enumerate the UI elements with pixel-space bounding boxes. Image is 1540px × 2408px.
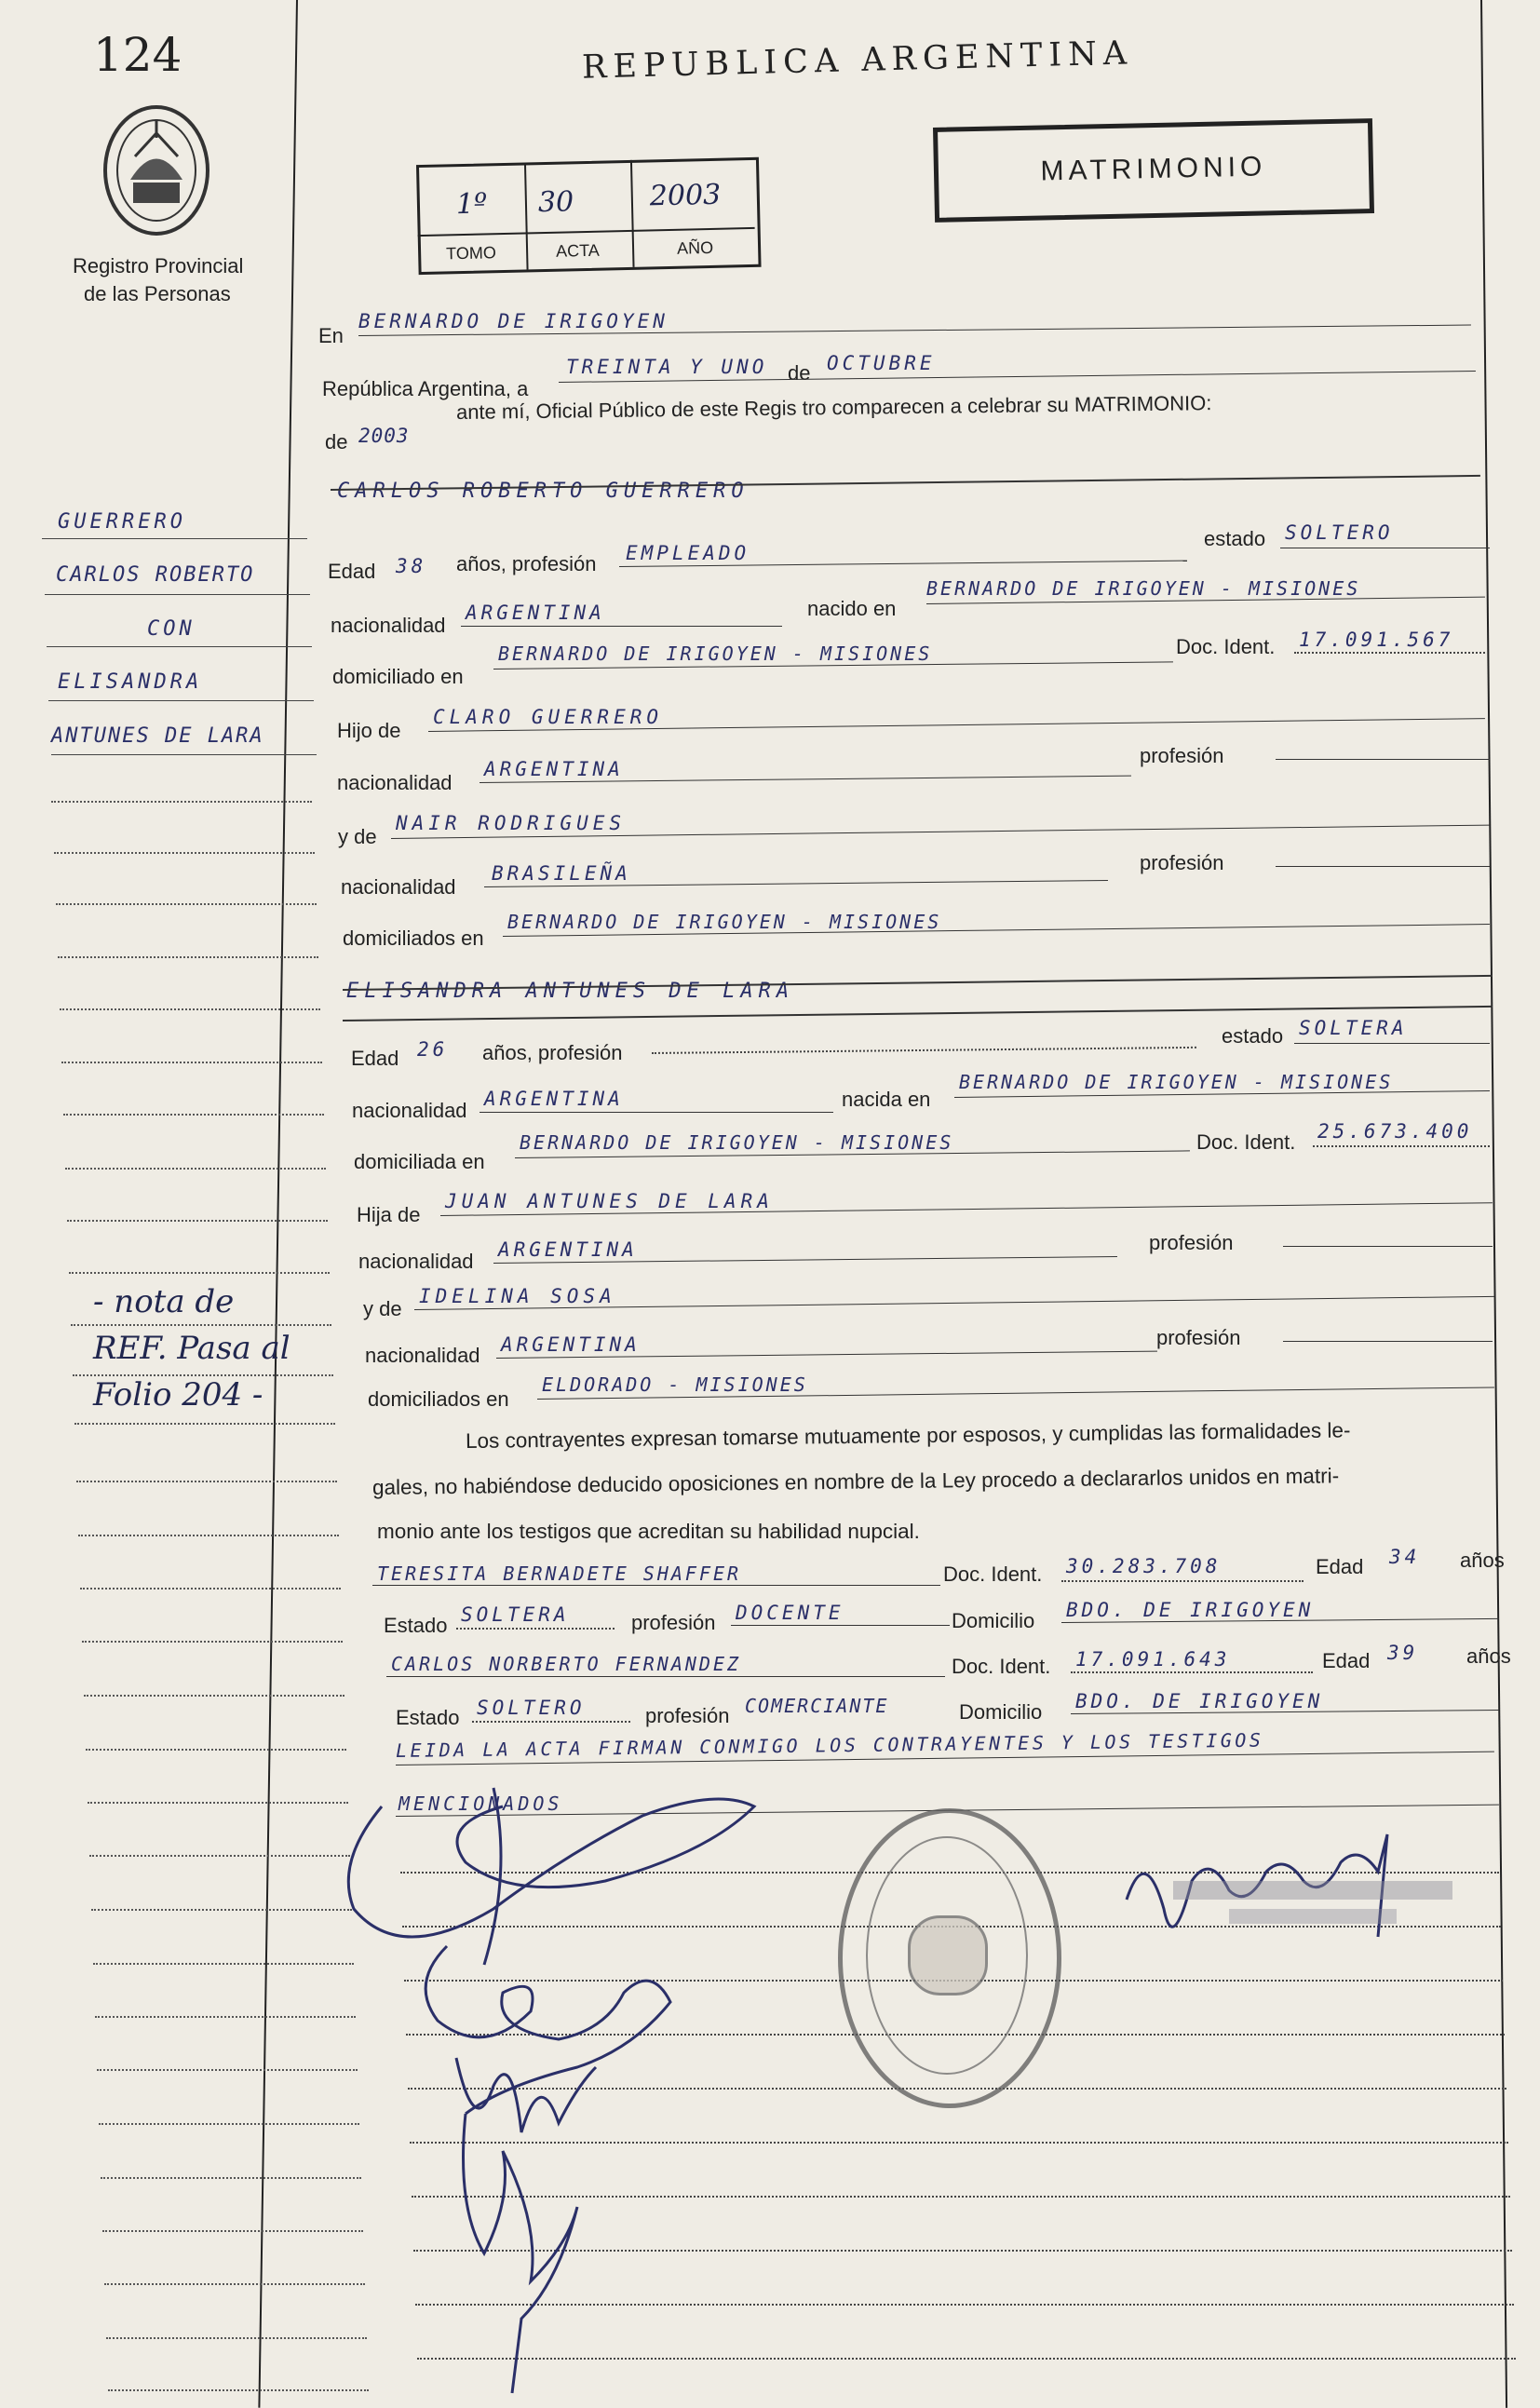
bride-yde-label: y de	[363, 1297, 402, 1320]
record-type-box	[933, 118, 1374, 223]
acta-label: ACTA	[555, 240, 601, 261]
bride-anos-profesion-label: años, profesión	[482, 1041, 623, 1064]
bride-nationality: ARGENTINA	[484, 1088, 624, 1110]
witness1-name: TERESITA BERNADETE SHAFFER	[377, 1562, 742, 1585]
province-seal-icon	[98, 101, 215, 240]
record-type-label: MATRIMONIO	[1040, 151, 1267, 187]
margin-note-line2: REF. Pasa al	[93, 1330, 290, 1367]
official-stamp	[838, 1808, 1061, 2108]
bride-father: JUAN ANTUNES DE LARA	[445, 1190, 774, 1212]
statement-line1: Los contrayentes expresan tomarse mutuamente por esposos, y cumplidas las formalidades le-	[465, 1418, 1351, 1453]
witness1-profession: DOCENTE	[736, 1602, 844, 1624]
bride-parents-dom-label: domiciliados en	[368, 1387, 509, 1411]
groom-mother-nat: BRASILEÑA	[492, 862, 631, 885]
groom-estado: SOLTERO	[1285, 521, 1394, 544]
margin-con: CON	[147, 617, 196, 641]
groom-birthplace: BERNARDO DE IRIGOYEN - MISIONES	[926, 577, 1361, 600]
margin-note-line1: - nota de	[93, 1283, 235, 1320]
witness2-domicile: BDO. DE IRIGOYEN	[1075, 1690, 1324, 1712]
witness2-anos-label: años	[1466, 1644, 1511, 1668]
witness2-profession: COMERCIANTE	[745, 1695, 889, 1717]
witness2-edad-label: Edad	[1322, 1649, 1371, 1672]
witness1-doc-label: Doc. Ident.	[943, 1562, 1043, 1586]
acta-value: 30	[537, 185, 574, 220]
registry-box	[416, 141, 756, 269]
bride-mother-prof-label: profesión	[1156, 1326, 1241, 1349]
groom-father-prof-label: profesión	[1140, 744, 1224, 767]
statement-line3: monio ante los testigos que acreditan su habilidad nupcial.	[377, 1520, 920, 1543]
groom-domicile-label: domiciliado en	[332, 665, 464, 688]
bride-birthplace: BERNARDO DE IRIGOYEN - MISIONES	[959, 1071, 1394, 1093]
witness1-prof-label: profesión	[631, 1611, 716, 1634]
bride-father-prof-label: profesión	[1149, 1231, 1234, 1254]
bride-domicile-label: domiciliada en	[354, 1150, 485, 1173]
groom-doc: 17.091.567	[1299, 629, 1454, 651]
witness1-age: 34	[1389, 1546, 1421, 1568]
witness1-estado: SOLTERA	[461, 1603, 570, 1626]
witness2-doc-label: Doc. Ident.	[952, 1655, 1051, 1678]
groom-nationality: ARGENTINA	[466, 602, 605, 624]
witness2-name: CARLOS NORBERTO FERNANDEZ	[391, 1653, 742, 1675]
bride-estado-label: estado	[1222, 1024, 1284, 1048]
de-label-1: de	[788, 361, 811, 385]
groom-mother: NAIR RODRIGUES	[396, 812, 627, 834]
witness1-dom-label: Domicilio	[952, 1609, 1035, 1632]
witness2-age: 39	[1387, 1642, 1419, 1664]
bride-nationality-label: nacionalidad	[352, 1099, 467, 1122]
margin-bride-first: ELISANDRA	[58, 670, 203, 694]
groom-father-nat-label: nacionalidad	[337, 771, 453, 794]
witness1-domicile: BDO. DE IRIGOYEN	[1066, 1599, 1315, 1621]
office-name-line2: de las Personas	[84, 282, 231, 305]
statement-line2: gales, no habiéndose deducido oposiciones en nombre de la Ley procedo a declararlos unidos en matri-	[371, 1464, 1340, 1499]
margin-rule	[258, 0, 298, 2408]
groom-doc-label: Doc. Ident.	[1176, 635, 1276, 658]
appearance-statement: ante mí, Oficial Público de este Regis tro comparecen a celebrar su MATRIMONIO:	[455, 391, 1212, 424]
groom-mother-prof-label: profesión	[1140, 851, 1224, 874]
groom-domicile: BERNARDO DE IRIGOYEN - MISIONES	[498, 643, 933, 665]
groom-yde-label: y de	[338, 825, 377, 848]
groom-father: CLARO GUERRERO	[433, 706, 664, 728]
bride-nacida-label: nacida en	[842, 1088, 931, 1111]
groom-nationality-label: nacionalidad	[331, 614, 446, 637]
bride-mother-nat: ARGENTINA	[501, 1333, 641, 1356]
tomo-label: TOMO	[445, 243, 497, 264]
bride-parents-dom: ELDORADO - MISIONES	[542, 1373, 808, 1396]
signature-officer	[1108, 1825, 1480, 1974]
witness2-doc: 17.091.643	[1075, 1648, 1231, 1671]
witness2-dom-label: Domicilio	[959, 1700, 1043, 1724]
bride-estado: SOLTERA	[1299, 1017, 1408, 1039]
en-label: En	[318, 324, 344, 347]
bride-doc-label: Doc. Ident.	[1196, 1130, 1296, 1154]
witness1-doc: 30.283.708	[1066, 1555, 1222, 1577]
signature-witness2	[428, 2095, 615, 2402]
bride-hija-label: Hija de	[357, 1203, 421, 1226]
groom-mother-nat-label: nacionalidad	[341, 875, 456, 899]
bride-mother: IDELINA SOSA	[419, 1285, 616, 1307]
witness2-prof-label: profesión	[645, 1704, 730, 1727]
office-name-line1: Registro Provincial	[73, 254, 244, 277]
bride-age: 26	[417, 1038, 449, 1061]
place: BERNARDO DE IRIGOYEN	[358, 310, 669, 332]
margin-given-names: CARLOS ROBERTO	[56, 563, 255, 587]
closing-line1: LEIDA LA ACTA FIRMAN CONMIGO LOS CONTRAYENTES Y LOS TESTIGOS	[395, 1728, 1264, 1762]
groom-name: CARLOS ROBERTO GUERRERO	[337, 480, 750, 503]
witness2-estado-label: Estado	[396, 1706, 460, 1729]
groom-profession: EMPLEADO	[626, 542, 750, 564]
witness1-estado-label: Estado	[384, 1614, 448, 1637]
right-border-rule	[1480, 0, 1507, 2408]
margin-surname: GUERRERO	[58, 510, 186, 534]
ano-label: AÑO	[676, 237, 714, 258]
groom-parents-dom-label: domiciliados en	[343, 927, 484, 950]
bride-father-nat: ARGENTINA	[498, 1238, 638, 1261]
witness1-edad-label: Edad	[1316, 1555, 1364, 1578]
bride-doc: 25.673.400	[1317, 1120, 1473, 1143]
bride-domicile: BERNARDO DE IRIGOYEN - MISIONES	[520, 1131, 954, 1154]
country-title: REPUBLICA ARGENTINA	[581, 34, 1134, 87]
tomo-value: 1º	[455, 187, 488, 222]
groom-parents-dom: BERNARDO DE IRIGOYEN - MISIONES	[507, 911, 942, 933]
ano-value: 2003	[649, 178, 722, 213]
groom-estado-label: estado	[1204, 527, 1266, 550]
de-label-2: de	[325, 430, 348, 453]
witness1-anos-label: años	[1460, 1549, 1505, 1572]
groom-father-nat: ARGENTINA	[484, 758, 624, 780]
groom-nacido-label: nacido en	[807, 597, 897, 620]
groom-anos-profesion-label: años, profesión	[456, 552, 597, 575]
groom-age: 38	[396, 555, 427, 577]
bride-edad-label: Edad	[351, 1047, 399, 1070]
margin-note-line3: Folio 204 -	[93, 1376, 263, 1414]
margin-bride-last: ANTUNES DE LARA	[51, 724, 264, 748]
republica-label: República Argentina, a	[322, 377, 529, 400]
groom-hijo-label: Hijo de	[337, 719, 401, 742]
marriage-day: TREINTA Y UNO	[566, 356, 768, 378]
bride-name: ELISANDRA ANTUNES DE LARA	[346, 980, 795, 1003]
page-number: 124	[93, 28, 182, 82]
bride-mother-nat-label: nacionalidad	[365, 1344, 480, 1367]
closing-line2: MENCIONADOS	[399, 1792, 563, 1815]
marriage-month: OCTUBRE	[827, 352, 936, 374]
groom-edad-label: Edad	[328, 560, 376, 583]
witness2-estado: SOLTERO	[477, 1697, 586, 1719]
bride-father-nat-label: nacionalidad	[358, 1250, 474, 1273]
marriage-year: 2003	[358, 425, 410, 447]
